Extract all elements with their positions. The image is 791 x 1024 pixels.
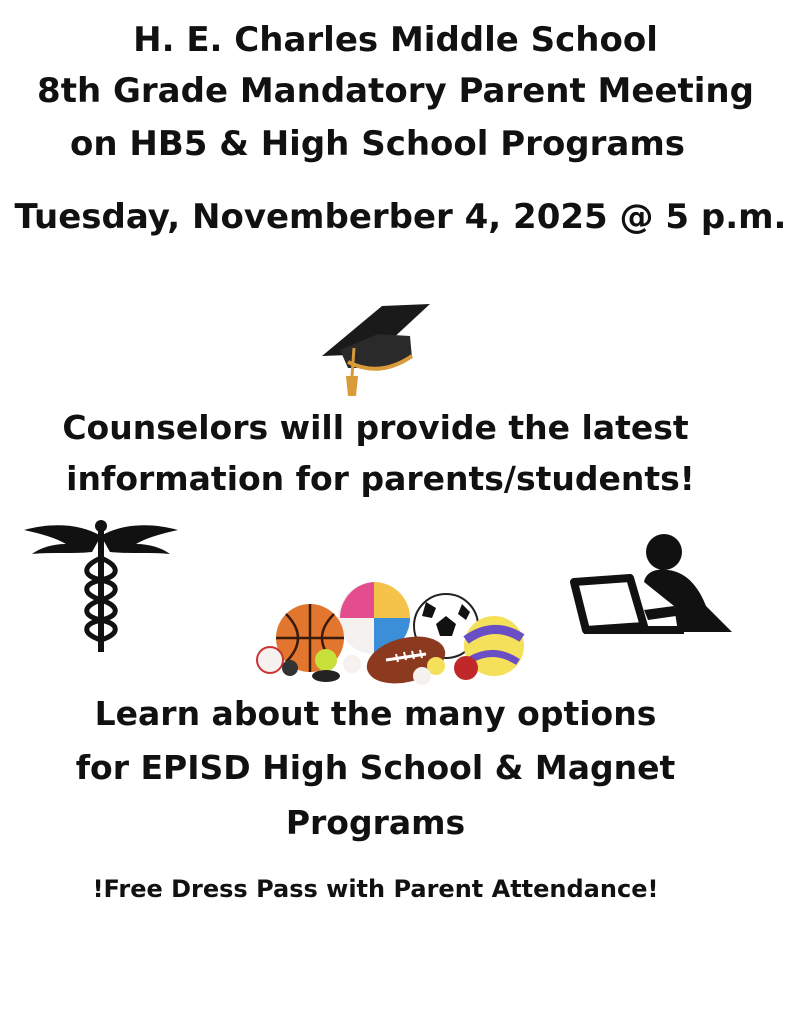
event-date: Tuesday, Novemberber 4, 2025 @ 5 p.m. — [14, 197, 787, 237]
school-name: H. E. Charles Middle School — [133, 20, 658, 60]
graduation-cap-icon — [318, 298, 434, 402]
counselors-line-2: information for parents/students! — [66, 459, 695, 498]
options-line-3: Programs — [285, 803, 466, 842]
sports-balls-icon — [256, 580, 532, 686]
options-line-1: Learn about the many options — [94, 694, 657, 733]
counselors-line-1: Counselors will provide the latest — [62, 408, 689, 447]
meeting-topic: on HB5 & High School Programs — [69, 124, 686, 164]
person-laptop-icon — [570, 534, 734, 636]
meeting-title: 8th Grade Mandatory Parent Meeting — [37, 71, 754, 111]
options-line-2: for EPISD High School & Magnet — [75, 748, 676, 787]
caduceus-icon — [22, 514, 180, 656]
free-dress-note: !Free Dress Pass with Parent Attendance! — [92, 875, 659, 903]
